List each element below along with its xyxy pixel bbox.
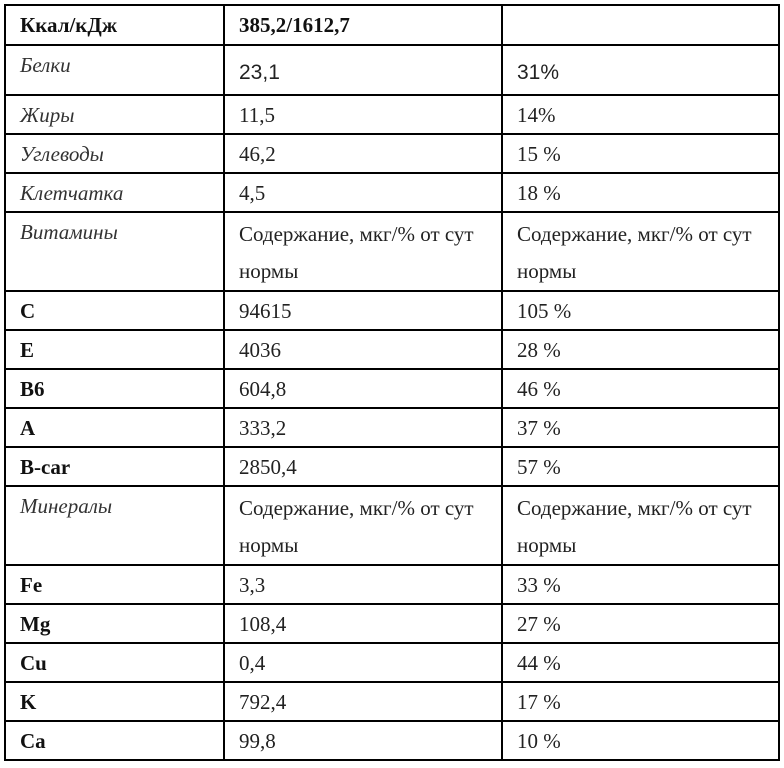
row-label: Ca xyxy=(5,721,224,760)
row-value: 604,8 xyxy=(224,369,502,408)
row-percent: 33 % xyxy=(502,565,779,604)
row-value: 11,5 xyxy=(224,95,502,134)
table-row-vitamin-e xyxy=(5,330,779,369)
row-value: 333,2 xyxy=(224,408,502,447)
table-row-vitamin-b6 xyxy=(5,369,779,408)
table-row-beta-carotene xyxy=(5,447,779,486)
table-row-potassium xyxy=(5,682,779,721)
table-row-vitamins-header xyxy=(5,212,779,291)
row-value: 23,1 xyxy=(224,45,502,95)
row-percent: 15 % xyxy=(502,134,779,173)
row-label: Белки xyxy=(5,45,224,95)
row-value: 94615 xyxy=(224,291,502,330)
table-row-iron xyxy=(5,565,779,604)
table-row-copper xyxy=(5,643,779,682)
row-value: Содержание, мкг/% от сут нормы xyxy=(224,486,502,565)
row-value: 2850,4 xyxy=(224,447,502,486)
row-percent: 10 % xyxy=(502,721,779,760)
table-row-fats xyxy=(5,95,779,134)
row-label: Cu xyxy=(5,643,224,682)
nutrition-table xyxy=(4,4,780,761)
row-label: Минералы xyxy=(5,486,224,565)
table-row-vitamin-a xyxy=(5,408,779,447)
row-percent: Содержание, мкг/% от сут нормы xyxy=(502,212,779,291)
row-label: B6 xyxy=(5,369,224,408)
row-value: 108,4 xyxy=(224,604,502,643)
row-percent: 14% xyxy=(502,95,779,134)
row-label: C xyxy=(5,291,224,330)
table-row-minerals-header xyxy=(5,486,779,565)
table-row-calories xyxy=(5,5,779,45)
row-percent: 17 % xyxy=(502,682,779,721)
row-label: B-car xyxy=(5,447,224,486)
row-value: 46,2 xyxy=(224,134,502,173)
row-label: Углеводы xyxy=(5,134,224,173)
row-percent xyxy=(502,5,779,45)
row-percent: 105 % xyxy=(502,291,779,330)
row-value: 4,5 xyxy=(224,173,502,212)
row-percent: 27 % xyxy=(502,604,779,643)
row-value: 385,2/1612,7 xyxy=(224,5,502,45)
row-percent: 18 % xyxy=(502,173,779,212)
row-label: Клетчатка xyxy=(5,173,224,212)
row-label: Fe xyxy=(5,565,224,604)
row-value: 4036 xyxy=(224,330,502,369)
row-percent: 44 % xyxy=(502,643,779,682)
table-row-proteins xyxy=(5,45,779,95)
row-label: Витамины xyxy=(5,212,224,291)
table-row-fiber xyxy=(5,173,779,212)
row-label: E xyxy=(5,330,224,369)
row-label: Жиры xyxy=(5,95,224,134)
row-percent: 57 % xyxy=(502,447,779,486)
table-row-calcium xyxy=(5,721,779,760)
row-value: 0,4 xyxy=(224,643,502,682)
table-row-carbohydrates xyxy=(5,134,779,173)
row-percent: Содержание, мкг/% от сут нормы xyxy=(502,486,779,565)
row-label: K xyxy=(5,682,224,721)
row-percent: 46 % xyxy=(502,369,779,408)
row-value: 99,8 xyxy=(224,721,502,760)
table-row-vitamin-c xyxy=(5,291,779,330)
row-percent: 28 % xyxy=(502,330,779,369)
row-label: Ккал/кДж xyxy=(5,5,224,45)
table-row-magnesium xyxy=(5,604,779,643)
row-percent: 37 % xyxy=(502,408,779,447)
row-percent: 31% xyxy=(502,45,779,95)
row-value: 3,3 xyxy=(224,565,502,604)
row-value: 792,4 xyxy=(224,682,502,721)
row-value: Содержание, мкг/% от сут нормы xyxy=(224,212,502,291)
row-label: A xyxy=(5,408,224,447)
row-label: Mg xyxy=(5,604,224,643)
